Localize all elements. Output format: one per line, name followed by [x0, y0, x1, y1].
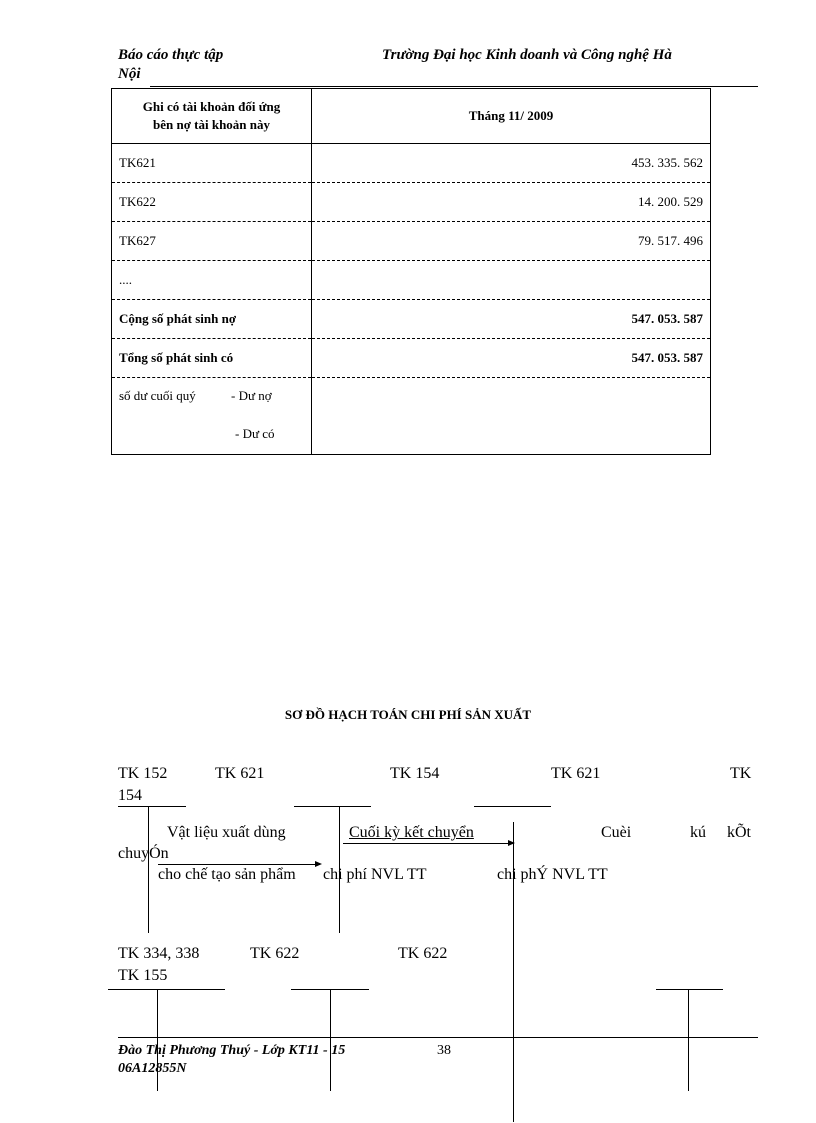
footer-author: Đào Thị Phương Thuý - Lớp KT11 - 15	[118, 1043, 346, 1058]
text-chuyen: chuyÓn	[118, 845, 169, 862]
column-header-account: Ghi có tài khoản đối ứng bên nợ tài khoản này	[112, 89, 312, 144]
text-line2c: chi phÝ NVL TT	[497, 866, 608, 883]
total-debit-value: 547. 053. 587	[312, 300, 711, 339]
ledger-table	[111, 88, 711, 455]
t-account-stem	[688, 989, 689, 1091]
table-row	[112, 183, 711, 222]
t-account-rule	[118, 806, 186, 807]
total-debit-label: Cộng số phát sinh nợ	[112, 300, 312, 339]
account-label: TK 622	[250, 945, 300, 962]
header-wrap: Nội	[118, 66, 141, 82]
value-cell	[312, 261, 711, 300]
table-row	[112, 144, 711, 183]
column-header-month: Tháng 11/ 2009	[312, 89, 711, 144]
account-cell: ....	[112, 261, 312, 300]
value-cell: 453. 335. 562	[312, 144, 711, 183]
balance-debit: - Dư nợ	[231, 388, 272, 403]
account-label-wrap: 154	[118, 787, 142, 804]
account-cell: TK621	[112, 144, 312, 183]
transfer-arrow	[343, 843, 513, 844]
account-label: TK 334, 338	[118, 945, 200, 962]
account-label: TK 621	[215, 765, 265, 782]
account-cell: TK622	[112, 183, 312, 222]
t-account-rule	[474, 806, 551, 807]
footer-rule	[118, 1037, 758, 1038]
value-cell: 14. 200. 529	[312, 183, 711, 222]
balance-value-cell	[312, 378, 711, 455]
table-row	[112, 222, 711, 261]
value-cell: 79. 517. 496	[312, 222, 711, 261]
account-label: TK	[730, 765, 752, 782]
footer-page-number: 38	[437, 1043, 451, 1058]
total-credit-row	[112, 339, 711, 378]
t-account-rule	[294, 806, 371, 807]
header-left: Báo cáo thực tập	[118, 47, 224, 63]
balance-credit: - Dư có	[235, 426, 275, 441]
t-account-stem	[148, 806, 149, 933]
footer-student-id: 06A12855N	[118, 1061, 187, 1076]
header-rule	[150, 86, 758, 87]
account-label: TK 154	[390, 765, 440, 782]
total-credit-value: 547. 053. 587	[312, 339, 711, 378]
account-label: TK 622	[398, 945, 448, 962]
total-credit-label: Tổng số phát sinh có	[112, 339, 312, 378]
diagram-title: SƠ ĐỒ HẠCH TOÁN CHI PHÍ SẢN XUẤT	[284, 707, 532, 722]
text-material: Vật liệu xuất dùng	[167, 824, 286, 841]
total-debit-row	[112, 300, 711, 339]
text-ket: kÕt	[727, 824, 751, 841]
balance-row	[112, 378, 711, 455]
material-arrow	[158, 864, 320, 865]
t-account-rule	[656, 989, 723, 990]
account-label: TK 621	[551, 765, 601, 782]
text-line2b: chi phí NVL TT	[323, 866, 427, 883]
account-label: TK 152	[118, 765, 168, 782]
t-account-rule	[108, 989, 225, 990]
header-right: Trường Đại học Kinh doanh và Công nghệ Hà	[382, 47, 672, 63]
text-cuoi: Cuèi	[601, 824, 632, 841]
account-cell: TK627	[112, 222, 312, 261]
text-line2a: cho chế tạo sản phẩm	[158, 866, 296, 883]
table-row	[112, 261, 711, 300]
t-account-stem	[330, 989, 331, 1091]
table-header-row	[112, 89, 711, 144]
text-transfer: Cuối kỳ kết chuyển	[349, 824, 474, 841]
text-ky: kú	[690, 824, 706, 841]
balance-cell	[112, 378, 312, 455]
balance-label: số dư cuối quý	[119, 388, 196, 403]
account-label-wrap: TK 155	[118, 967, 168, 984]
